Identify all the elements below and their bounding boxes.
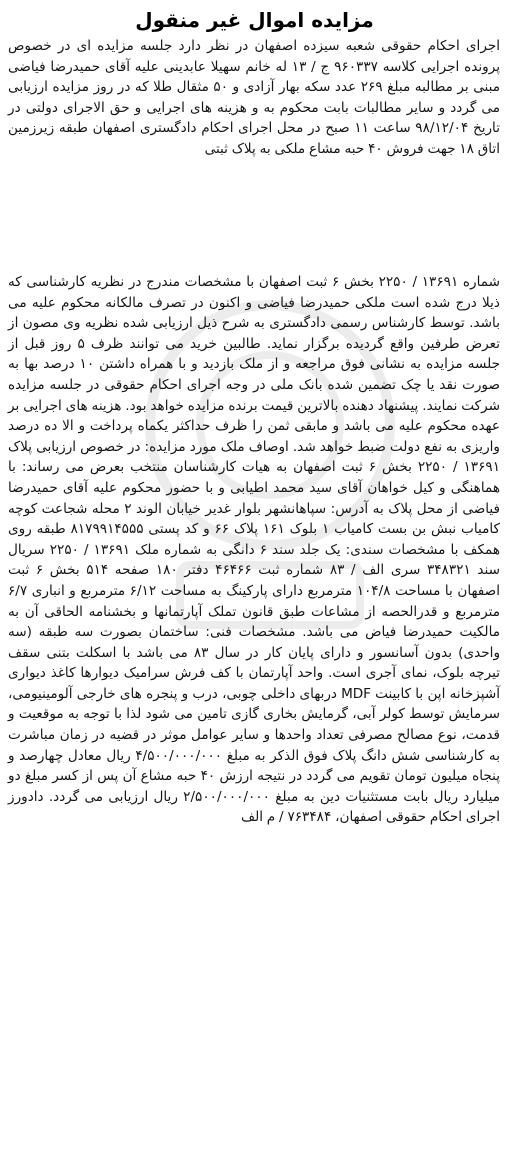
notice-title: مزایده اموال غیر منقول — [135, 8, 374, 32]
notice-paragraph-1: اجرای احکام حقوقی شعبه سیزده اصفهان در نظر دارد جلسه مزایده ای در خصوص پرونده اجرایی کلاسه ۹۶۰۳۳۷ ج / ۱۳ له خانم سهیلا عابدینی علیه آقای حمیدرضا فیاضی مبنی بر مطالبه مبلغ ۲۶۹ عدد سکه بهار آزادی و ۵۰ مثقال طلا که در روز مزایده ارزیابی می گردد و سایر مطالبات بابت محکوم به و هزینه های اجرایی و حق الاجرای دولتی در تاریخ ۹۸/۱۲/۰۴ ساعت ۱۱ صبح در محل اجرای احکام دادگستری اصفهان طبقه زیرزمین اتاق ۱۸ جهت فروش ۴۰ حبه مشاع ملکی به پلاک ثبتی — [8, 38, 501, 157]
notice-paragraph-2: شماره ۱۳۶۹۱ / ۲۲۵۰ بخش ۶ ثبت اصفهان با مشخصات مندرج در نظریه کارشناسی که ذیلا درج شده است ملکی حمیدرضا فیاضی و اکنون در تصرف مالکانه محکوم علیه می باشد. توسط کارشناس رسمی دادگستری به شرح ذیل ارزیابی شده نظریه وی مصون از تعرض طرفین واقع گردیده برگزار نماید. طالبین خرید می توانند ظرف ۵ روز قبل از جلسه مزایده به نشانی فوق مراجعه و از ملک بازدید و با همراه داشتن ۱۰ درصد بها به صورت نقد یا چک تضمین شده بانک ملی در وجه اجرای احکام حقوقی در جلسه مزایده شرکت نمایند. پیشنهاد دهنده بالاترین قیمت برنده مزایده خواهد بود. هزینه های اجرایی بر عهده محکوم علیه می باشد و مابقی ثمن را ظرف حداکثر یکماه پرداخت و الا ده درصد واریزی به نفع دولت ضبط خواهد شد. اوصاف ملک مورد مزایده: در خصوص ارزیابی پلاک ۱۳۶۹۱ / ۲۲۵۰ بخش ۶ ثبت اصفهان به هیات کارشناسان منتخب بعرض می رساند: با هماهنگی و کیل خواهان آقای سید محمد اطیابی و با حضور محکوم علیه آقای حمیدرضا فیاضی از محل پلاک به آدرس: سپاهانشهر بلوار غدیر خیابان الوند ۲ محله شجاعت کوچه کامیاب نبش بن بست کامیاب ۱ بلوک ۱۶۱ پلاک ۶۶ و کد پستی ۸۱۷۹۹۱۴۵۵۵ طبقه روی همکف با مشخصات سندی: یک جلد سند ۶ دانگی به شماره ملک ۱۳۶۹۱ / ۲۲۵۰ سریال سند ۳۴۸۳۲۱ سری الف / ۸۳ شماره ثبت ۴۶۴۶۶ دفتر ۱۸۰ صفحه ۵۱۴ بخش ۶ ثبت اصفهان با مساحت ۱۰۴/۸ مترمربع دارای پارکینگ به مساحت ۶/۱۲ مترمربع و انباری ۶/۷ مترمربع و قدرالحصه از مشاعات طبق قانون تملک آپارتمانها و بخشنامه الحاقی آن به مالکیت حمیدرضا فیاض می باشد. مشخصات فنی: ساختمان بصورت سه طبقه (سه واحدی) بدون آسانسور و دارای پایان کار در سال ۸۳ می باشد با اسکلت بتنی سقف تیرچه بلوک، نمای آجری است. واحد آپارتمان با کف فرش سرامیک دیوارها کاغذ دیواری آشپزخانه اپن با کابینت MDF دربهای داخلی چوبی، درب و پنجره های خارجی آلومینیومی، سرمایش توسط کولر آبی، گرمایش بخاری گازی تامین می شود لذا با توجه به موقعیت و قدمت، نوع مصالح مصرفی تعداد واحدها و سایر عوامل موثر در قضیه در زمان مباشرت به کارشناسی شش دانگ پلاک فوق الذکر به مبلغ ۴/۵۰۰/۰۰۰/۰۰۰ ریال معادل چهارصد و پنجاه میلیون تومان تقویم می گردد در نتیجه ارزش ۴۰ حبه مشاع آن پس از کسر مبلغ دو میلیارد ریال بابت مستثنیات دین به مبلغ ۲/۵۰۰/۰۰۰/۰۰۰ ریال ارزیابی می گردد. دادورز اجرای احکام حقوقی اصفهان، ۷۶۳۴۸۴ / م الف — [8, 274, 501, 826]
